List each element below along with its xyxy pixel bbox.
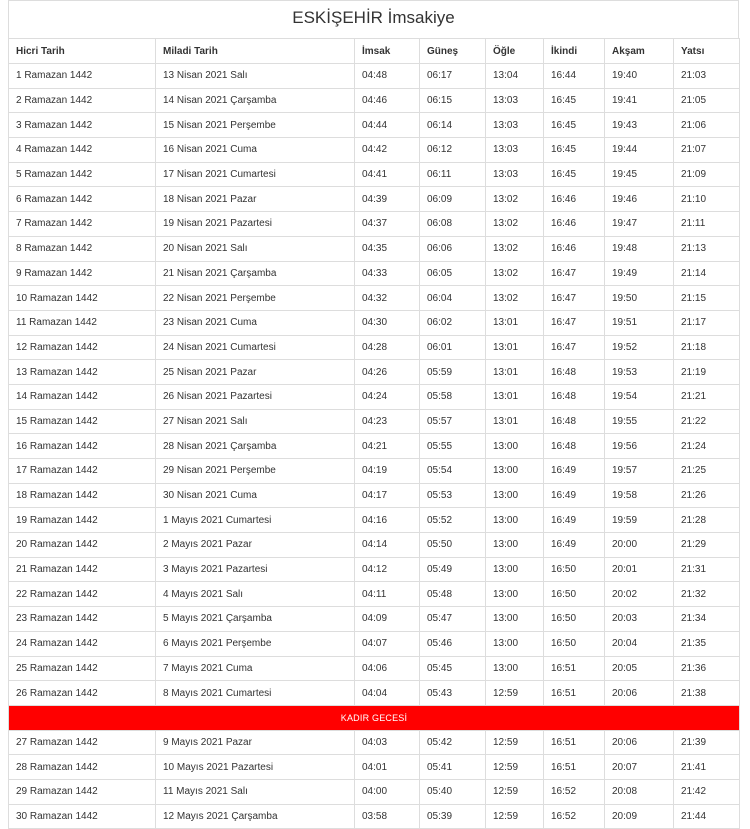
ikindi-cell: 16:49 bbox=[544, 483, 605, 508]
ikindi-cell: 16:52 bbox=[544, 779, 605, 804]
header-gunes: Güneş bbox=[420, 39, 486, 64]
kadir-gecesi-label: KADIR GECESİ bbox=[9, 705, 740, 730]
yatsi-cell: 21:15 bbox=[674, 286, 740, 311]
table-row bbox=[9, 607, 740, 632]
table-row bbox=[9, 730, 740, 755]
ikindi-cell: 16:44 bbox=[544, 64, 605, 89]
miladi-cell: 1 Mayıs 2021 Cumartesi bbox=[156, 508, 355, 533]
ogle-cell: 13:00 bbox=[486, 533, 544, 558]
table-row bbox=[9, 508, 740, 533]
gunes-cell: 05:48 bbox=[420, 582, 486, 607]
ogle-cell: 13:00 bbox=[486, 607, 544, 632]
kadir-gecesi-row bbox=[9, 705, 740, 730]
yatsi-cell: 21:34 bbox=[674, 607, 740, 632]
ikindi-cell: 16:45 bbox=[544, 113, 605, 138]
imsak-cell: 04:28 bbox=[355, 335, 420, 360]
imsak-cell: 04:16 bbox=[355, 508, 420, 533]
hicri-cell: 2 Ramazan 1442 bbox=[9, 88, 156, 113]
ikindi-cell: 16:46 bbox=[544, 236, 605, 261]
miladi-cell: 28 Nisan 2021 Çarşamba bbox=[156, 434, 355, 459]
imsak-cell: 04:07 bbox=[355, 631, 420, 656]
hicri-cell: 3 Ramazan 1442 bbox=[9, 113, 156, 138]
yatsi-cell: 21:13 bbox=[674, 236, 740, 261]
gunes-cell: 05:49 bbox=[420, 557, 486, 582]
ogle-cell: 13:04 bbox=[486, 64, 544, 89]
table-row bbox=[9, 459, 740, 484]
hicri-cell: 17 Ramazan 1442 bbox=[9, 459, 156, 484]
ogle-cell: 13:03 bbox=[486, 162, 544, 187]
yatsi-cell: 21:10 bbox=[674, 187, 740, 212]
table-row bbox=[9, 804, 740, 829]
header-ikindi: İkindi bbox=[544, 39, 605, 64]
ikindi-cell: 16:48 bbox=[544, 384, 605, 409]
miladi-cell: 12 Mayıs 2021 Çarşamba bbox=[156, 804, 355, 829]
yatsi-cell: 21:07 bbox=[674, 138, 740, 163]
gunes-cell: 05:43 bbox=[420, 681, 486, 706]
ogle-cell: 12:59 bbox=[486, 755, 544, 780]
aksam-cell: 19:40 bbox=[605, 64, 674, 89]
ogle-cell: 13:00 bbox=[486, 483, 544, 508]
aksam-cell: 19:41 bbox=[605, 88, 674, 113]
gunes-cell: 06:02 bbox=[420, 310, 486, 335]
gunes-cell: 06:12 bbox=[420, 138, 486, 163]
aksam-cell: 20:06 bbox=[605, 730, 674, 755]
aksam-cell: 20:03 bbox=[605, 607, 674, 632]
yatsi-cell: 21:29 bbox=[674, 533, 740, 558]
imsak-cell: 04:23 bbox=[355, 409, 420, 434]
hicri-cell: 28 Ramazan 1442 bbox=[9, 755, 156, 780]
yatsi-cell: 21:19 bbox=[674, 360, 740, 385]
gunes-cell: 06:15 bbox=[420, 88, 486, 113]
ikindi-cell: 16:52 bbox=[544, 804, 605, 829]
miladi-cell: 23 Nisan 2021 Cuma bbox=[156, 310, 355, 335]
aksam-cell: 20:02 bbox=[605, 582, 674, 607]
aksam-cell: 20:05 bbox=[605, 656, 674, 681]
table-row bbox=[9, 88, 740, 113]
hicri-cell: 26 Ramazan 1442 bbox=[9, 681, 156, 706]
table-row bbox=[9, 236, 740, 261]
imsak-cell: 04:00 bbox=[355, 779, 420, 804]
yatsi-cell: 21:17 bbox=[674, 310, 740, 335]
hicri-cell: 27 Ramazan 1442 bbox=[9, 730, 156, 755]
miladi-cell: 5 Mayıs 2021 Çarşamba bbox=[156, 607, 355, 632]
miladi-cell: 21 Nisan 2021 Çarşamba bbox=[156, 261, 355, 286]
yatsi-cell: 21:26 bbox=[674, 483, 740, 508]
yatsi-cell: 21:42 bbox=[674, 779, 740, 804]
gunes-cell: 06:09 bbox=[420, 187, 486, 212]
miladi-cell: 4 Mayıs 2021 Salı bbox=[156, 582, 355, 607]
gunes-cell: 05:46 bbox=[420, 631, 486, 656]
header-hicri: Hicri Tarih bbox=[9, 39, 156, 64]
imsak-cell: 04:24 bbox=[355, 384, 420, 409]
miladi-cell: 11 Mayıs 2021 Salı bbox=[156, 779, 355, 804]
table-row bbox=[9, 310, 740, 335]
hicri-cell: 1 Ramazan 1442 bbox=[9, 64, 156, 89]
gunes-cell: 06:05 bbox=[420, 261, 486, 286]
miladi-cell: 2 Mayıs 2021 Pazar bbox=[156, 533, 355, 558]
ikindi-cell: 16:51 bbox=[544, 755, 605, 780]
page-title: ESKİŞEHİR İmsakiye bbox=[292, 8, 455, 27]
hicri-cell: 10 Ramazan 1442 bbox=[9, 286, 156, 311]
aksam-cell: 19:45 bbox=[605, 162, 674, 187]
aksam-cell: 19:44 bbox=[605, 138, 674, 163]
miladi-cell: 24 Nisan 2021 Cumartesi bbox=[156, 335, 355, 360]
table-row bbox=[9, 64, 740, 89]
miladi-cell: 16 Nisan 2021 Cuma bbox=[156, 138, 355, 163]
aksam-cell: 19:57 bbox=[605, 459, 674, 484]
ogle-cell: 12:59 bbox=[486, 681, 544, 706]
aksam-cell: 20:07 bbox=[605, 755, 674, 780]
hicri-cell: 5 Ramazan 1442 bbox=[9, 162, 156, 187]
miladi-cell: 30 Nisan 2021 Cuma bbox=[156, 483, 355, 508]
miladi-cell: 17 Nisan 2021 Cumartesi bbox=[156, 162, 355, 187]
ikindi-cell: 16:48 bbox=[544, 360, 605, 385]
aksam-cell: 19:46 bbox=[605, 187, 674, 212]
ikindi-cell: 16:50 bbox=[544, 607, 605, 632]
gunes-cell: 06:14 bbox=[420, 113, 486, 138]
ogle-cell: 13:02 bbox=[486, 212, 544, 237]
hicri-cell: 14 Ramazan 1442 bbox=[9, 384, 156, 409]
header-yatsi: Yatsı bbox=[674, 39, 740, 64]
aksam-cell: 20:09 bbox=[605, 804, 674, 829]
table-row bbox=[9, 779, 740, 804]
table-row bbox=[9, 212, 740, 237]
ikindi-cell: 16:47 bbox=[544, 310, 605, 335]
miladi-cell: 25 Nisan 2021 Pazar bbox=[156, 360, 355, 385]
header-imsak: İmsak bbox=[355, 39, 420, 64]
imsak-cell: 04:14 bbox=[355, 533, 420, 558]
gunes-cell: 05:52 bbox=[420, 508, 486, 533]
imsak-cell: 04:35 bbox=[355, 236, 420, 261]
imsak-cell: 03:58 bbox=[355, 804, 420, 829]
imsak-cell: 04:09 bbox=[355, 607, 420, 632]
imsak-cell: 04:19 bbox=[355, 459, 420, 484]
yatsi-cell: 21:41 bbox=[674, 755, 740, 780]
imsakiye-table bbox=[8, 38, 740, 829]
aksam-cell: 19:47 bbox=[605, 212, 674, 237]
gunes-cell: 06:01 bbox=[420, 335, 486, 360]
imsak-cell: 04:42 bbox=[355, 138, 420, 163]
hicri-cell: 4 Ramazan 1442 bbox=[9, 138, 156, 163]
ikindi-cell: 16:45 bbox=[544, 138, 605, 163]
imsak-cell: 04:33 bbox=[355, 261, 420, 286]
gunes-cell: 05:57 bbox=[420, 409, 486, 434]
ogle-cell: 13:00 bbox=[486, 508, 544, 533]
ogle-cell: 13:02 bbox=[486, 187, 544, 212]
ikindi-cell: 16:47 bbox=[544, 335, 605, 360]
yatsi-cell: 21:35 bbox=[674, 631, 740, 656]
gunes-cell: 05:42 bbox=[420, 730, 486, 755]
imsak-cell: 04:06 bbox=[355, 656, 420, 681]
table-row bbox=[9, 187, 740, 212]
gunes-cell: 05:47 bbox=[420, 607, 486, 632]
table-row bbox=[9, 557, 740, 582]
table-row bbox=[9, 335, 740, 360]
yatsi-cell: 21:09 bbox=[674, 162, 740, 187]
miladi-cell: 6 Mayıs 2021 Perşembe bbox=[156, 631, 355, 656]
table-row bbox=[9, 384, 740, 409]
ogle-cell: 12:59 bbox=[486, 730, 544, 755]
gunes-cell: 05:45 bbox=[420, 656, 486, 681]
yatsi-cell: 21:14 bbox=[674, 261, 740, 286]
hicri-cell: 8 Ramazan 1442 bbox=[9, 236, 156, 261]
aksam-cell: 20:06 bbox=[605, 681, 674, 706]
imsak-cell: 04:30 bbox=[355, 310, 420, 335]
ogle-cell: 13:00 bbox=[486, 631, 544, 656]
header-miladi: Miladi Tarih bbox=[156, 39, 355, 64]
hicri-cell: 15 Ramazan 1442 bbox=[9, 409, 156, 434]
gunes-cell: 05:41 bbox=[420, 755, 486, 780]
hicri-cell: 7 Ramazan 1442 bbox=[9, 212, 156, 237]
ogle-cell: 13:01 bbox=[486, 310, 544, 335]
aksam-cell: 19:54 bbox=[605, 384, 674, 409]
table-row bbox=[9, 582, 740, 607]
gunes-cell: 05:58 bbox=[420, 384, 486, 409]
ogle-cell: 13:00 bbox=[486, 557, 544, 582]
gunes-cell: 05:54 bbox=[420, 459, 486, 484]
header-ogle: Öğle bbox=[486, 39, 544, 64]
ikindi-cell: 16:45 bbox=[544, 88, 605, 113]
table-row bbox=[9, 286, 740, 311]
table-row bbox=[9, 360, 740, 385]
imsak-cell: 04:04 bbox=[355, 681, 420, 706]
hicri-cell: 25 Ramazan 1442 bbox=[9, 656, 156, 681]
gunes-cell: 05:39 bbox=[420, 804, 486, 829]
yatsi-cell: 21:18 bbox=[674, 335, 740, 360]
yatsi-cell: 21:22 bbox=[674, 409, 740, 434]
ogle-cell: 13:03 bbox=[486, 138, 544, 163]
ogle-cell: 13:03 bbox=[486, 88, 544, 113]
gunes-cell: 06:06 bbox=[420, 236, 486, 261]
aksam-cell: 19:55 bbox=[605, 409, 674, 434]
ikindi-cell: 16:47 bbox=[544, 286, 605, 311]
gunes-cell: 05:50 bbox=[420, 533, 486, 558]
ikindi-cell: 16:51 bbox=[544, 681, 605, 706]
title-bar bbox=[8, 0, 739, 38]
gunes-cell: 06:04 bbox=[420, 286, 486, 311]
ikindi-cell: 16:47 bbox=[544, 261, 605, 286]
hicri-cell: 11 Ramazan 1442 bbox=[9, 310, 156, 335]
imsak-cell: 04:01 bbox=[355, 755, 420, 780]
ogle-cell: 13:00 bbox=[486, 434, 544, 459]
table-row bbox=[9, 755, 740, 780]
aksam-cell: 19:49 bbox=[605, 261, 674, 286]
aksam-cell: 19:52 bbox=[605, 335, 674, 360]
miladi-cell: 9 Mayıs 2021 Pazar bbox=[156, 730, 355, 755]
ogle-cell: 13:01 bbox=[486, 409, 544, 434]
gunes-cell: 06:11 bbox=[420, 162, 486, 187]
hicri-cell: 30 Ramazan 1442 bbox=[9, 804, 156, 829]
hicri-cell: 24 Ramazan 1442 bbox=[9, 631, 156, 656]
ikindi-cell: 16:49 bbox=[544, 533, 605, 558]
table-row bbox=[9, 631, 740, 656]
yatsi-cell: 21:44 bbox=[674, 804, 740, 829]
gunes-cell: 05:55 bbox=[420, 434, 486, 459]
yatsi-cell: 21:05 bbox=[674, 88, 740, 113]
ogle-cell: 13:01 bbox=[486, 335, 544, 360]
miladi-cell: 18 Nisan 2021 Pazar bbox=[156, 187, 355, 212]
hicri-cell: 29 Ramazan 1442 bbox=[9, 779, 156, 804]
miladi-cell: 15 Nisan 2021 Perşembe bbox=[156, 113, 355, 138]
hicri-cell: 22 Ramazan 1442 bbox=[9, 582, 156, 607]
aksam-cell: 19:56 bbox=[605, 434, 674, 459]
ogle-cell: 13:00 bbox=[486, 459, 544, 484]
ikindi-cell: 16:48 bbox=[544, 434, 605, 459]
imsak-cell: 04:26 bbox=[355, 360, 420, 385]
ikindi-cell: 16:49 bbox=[544, 508, 605, 533]
yatsi-cell: 21:39 bbox=[674, 730, 740, 755]
miladi-cell: 14 Nisan 2021 Çarşamba bbox=[156, 88, 355, 113]
table-row bbox=[9, 656, 740, 681]
miladi-cell: 20 Nisan 2021 Salı bbox=[156, 236, 355, 261]
ogle-cell: 13:01 bbox=[486, 384, 544, 409]
ikindi-cell: 16:50 bbox=[544, 631, 605, 656]
table-row bbox=[9, 434, 740, 459]
table-row bbox=[9, 162, 740, 187]
table-row bbox=[9, 113, 740, 138]
imsak-cell: 04:12 bbox=[355, 557, 420, 582]
aksam-cell: 20:08 bbox=[605, 779, 674, 804]
miladi-cell: 13 Nisan 2021 Salı bbox=[156, 64, 355, 89]
table-row bbox=[9, 138, 740, 163]
hicri-cell: 21 Ramazan 1442 bbox=[9, 557, 156, 582]
imsak-cell: 04:37 bbox=[355, 212, 420, 237]
gunes-cell: 05:59 bbox=[420, 360, 486, 385]
aksam-cell: 20:04 bbox=[605, 631, 674, 656]
aksam-cell: 20:00 bbox=[605, 533, 674, 558]
yatsi-cell: 21:25 bbox=[674, 459, 740, 484]
table-row bbox=[9, 261, 740, 286]
ogle-cell: 12:59 bbox=[486, 804, 544, 829]
ikindi-cell: 16:50 bbox=[544, 582, 605, 607]
ogle-cell: 13:00 bbox=[486, 656, 544, 681]
yatsi-cell: 21:21 bbox=[674, 384, 740, 409]
ikindi-cell: 16:51 bbox=[544, 730, 605, 755]
imsak-cell: 04:46 bbox=[355, 88, 420, 113]
imsak-cell: 04:41 bbox=[355, 162, 420, 187]
yatsi-cell: 21:24 bbox=[674, 434, 740, 459]
yatsi-cell: 21:32 bbox=[674, 582, 740, 607]
gunes-cell: 05:53 bbox=[420, 483, 486, 508]
hicri-cell: 18 Ramazan 1442 bbox=[9, 483, 156, 508]
miladi-cell: 27 Nisan 2021 Salı bbox=[156, 409, 355, 434]
hicri-cell: 12 Ramazan 1442 bbox=[9, 335, 156, 360]
aksam-cell: 19:51 bbox=[605, 310, 674, 335]
table-row bbox=[9, 681, 740, 706]
yatsi-cell: 21:11 bbox=[674, 212, 740, 237]
header-aksam: Akşam bbox=[605, 39, 674, 64]
yatsi-cell: 21:31 bbox=[674, 557, 740, 582]
imsak-cell: 04:21 bbox=[355, 434, 420, 459]
imsak-cell: 04:32 bbox=[355, 286, 420, 311]
hicri-cell: 16 Ramazan 1442 bbox=[9, 434, 156, 459]
gunes-cell: 06:08 bbox=[420, 212, 486, 237]
imsak-cell: 04:44 bbox=[355, 113, 420, 138]
yatsi-cell: 21:36 bbox=[674, 656, 740, 681]
aksam-cell: 19:53 bbox=[605, 360, 674, 385]
hicri-cell: 20 Ramazan 1442 bbox=[9, 533, 156, 558]
ikindi-cell: 16:46 bbox=[544, 187, 605, 212]
miladi-cell: 19 Nisan 2021 Pazartesi bbox=[156, 212, 355, 237]
hicri-cell: 6 Ramazan 1442 bbox=[9, 187, 156, 212]
ikindi-cell: 16:45 bbox=[544, 162, 605, 187]
miladi-cell: 7 Mayıs 2021 Cuma bbox=[156, 656, 355, 681]
ikindi-cell: 16:48 bbox=[544, 409, 605, 434]
yatsi-cell: 21:06 bbox=[674, 113, 740, 138]
aksam-cell: 19:58 bbox=[605, 483, 674, 508]
imsak-cell: 04:11 bbox=[355, 582, 420, 607]
aksam-cell: 19:59 bbox=[605, 508, 674, 533]
miladi-cell: 8 Mayıs 2021 Cumartesi bbox=[156, 681, 355, 706]
hicri-cell: 23 Ramazan 1442 bbox=[9, 607, 156, 632]
aksam-cell: 20:01 bbox=[605, 557, 674, 582]
hicri-cell: 19 Ramazan 1442 bbox=[9, 508, 156, 533]
ikindi-cell: 16:46 bbox=[544, 212, 605, 237]
imsak-cell: 04:48 bbox=[355, 64, 420, 89]
aksam-cell: 19:50 bbox=[605, 286, 674, 311]
miladi-cell: 22 Nisan 2021 Perşembe bbox=[156, 286, 355, 311]
header-row bbox=[9, 39, 740, 64]
table-row bbox=[9, 409, 740, 434]
ikindi-cell: 16:49 bbox=[544, 459, 605, 484]
imsak-cell: 04:39 bbox=[355, 187, 420, 212]
aksam-cell: 19:43 bbox=[605, 113, 674, 138]
ogle-cell: 13:02 bbox=[486, 236, 544, 261]
ikindi-cell: 16:50 bbox=[544, 557, 605, 582]
ogle-cell: 13:01 bbox=[486, 360, 544, 385]
aksam-cell: 19:48 bbox=[605, 236, 674, 261]
ogle-cell: 13:02 bbox=[486, 286, 544, 311]
table-body bbox=[9, 64, 740, 829]
gunes-cell: 05:40 bbox=[420, 779, 486, 804]
yatsi-cell: 21:38 bbox=[674, 681, 740, 706]
ogle-cell: 12:59 bbox=[486, 779, 544, 804]
hicri-cell: 9 Ramazan 1442 bbox=[9, 261, 156, 286]
gunes-cell: 06:17 bbox=[420, 64, 486, 89]
miladi-cell: 29 Nisan 2021 Perşembe bbox=[156, 459, 355, 484]
yatsi-cell: 21:28 bbox=[674, 508, 740, 533]
yatsi-cell: 21:03 bbox=[674, 64, 740, 89]
miladi-cell: 3 Mayıs 2021 Pazartesi bbox=[156, 557, 355, 582]
ogle-cell: 13:00 bbox=[486, 582, 544, 607]
miladi-cell: 26 Nisan 2021 Pazartesi bbox=[156, 384, 355, 409]
ogle-cell: 13:03 bbox=[486, 113, 544, 138]
ogle-cell: 13:02 bbox=[486, 261, 544, 286]
imsak-cell: 04:03 bbox=[355, 730, 420, 755]
imsak-cell: 04:17 bbox=[355, 483, 420, 508]
hicri-cell: 13 Ramazan 1442 bbox=[9, 360, 156, 385]
ikindi-cell: 16:51 bbox=[544, 656, 605, 681]
table-row bbox=[9, 483, 740, 508]
miladi-cell: 10 Mayıs 2021 Pazartesi bbox=[156, 755, 355, 780]
table-row bbox=[9, 533, 740, 558]
